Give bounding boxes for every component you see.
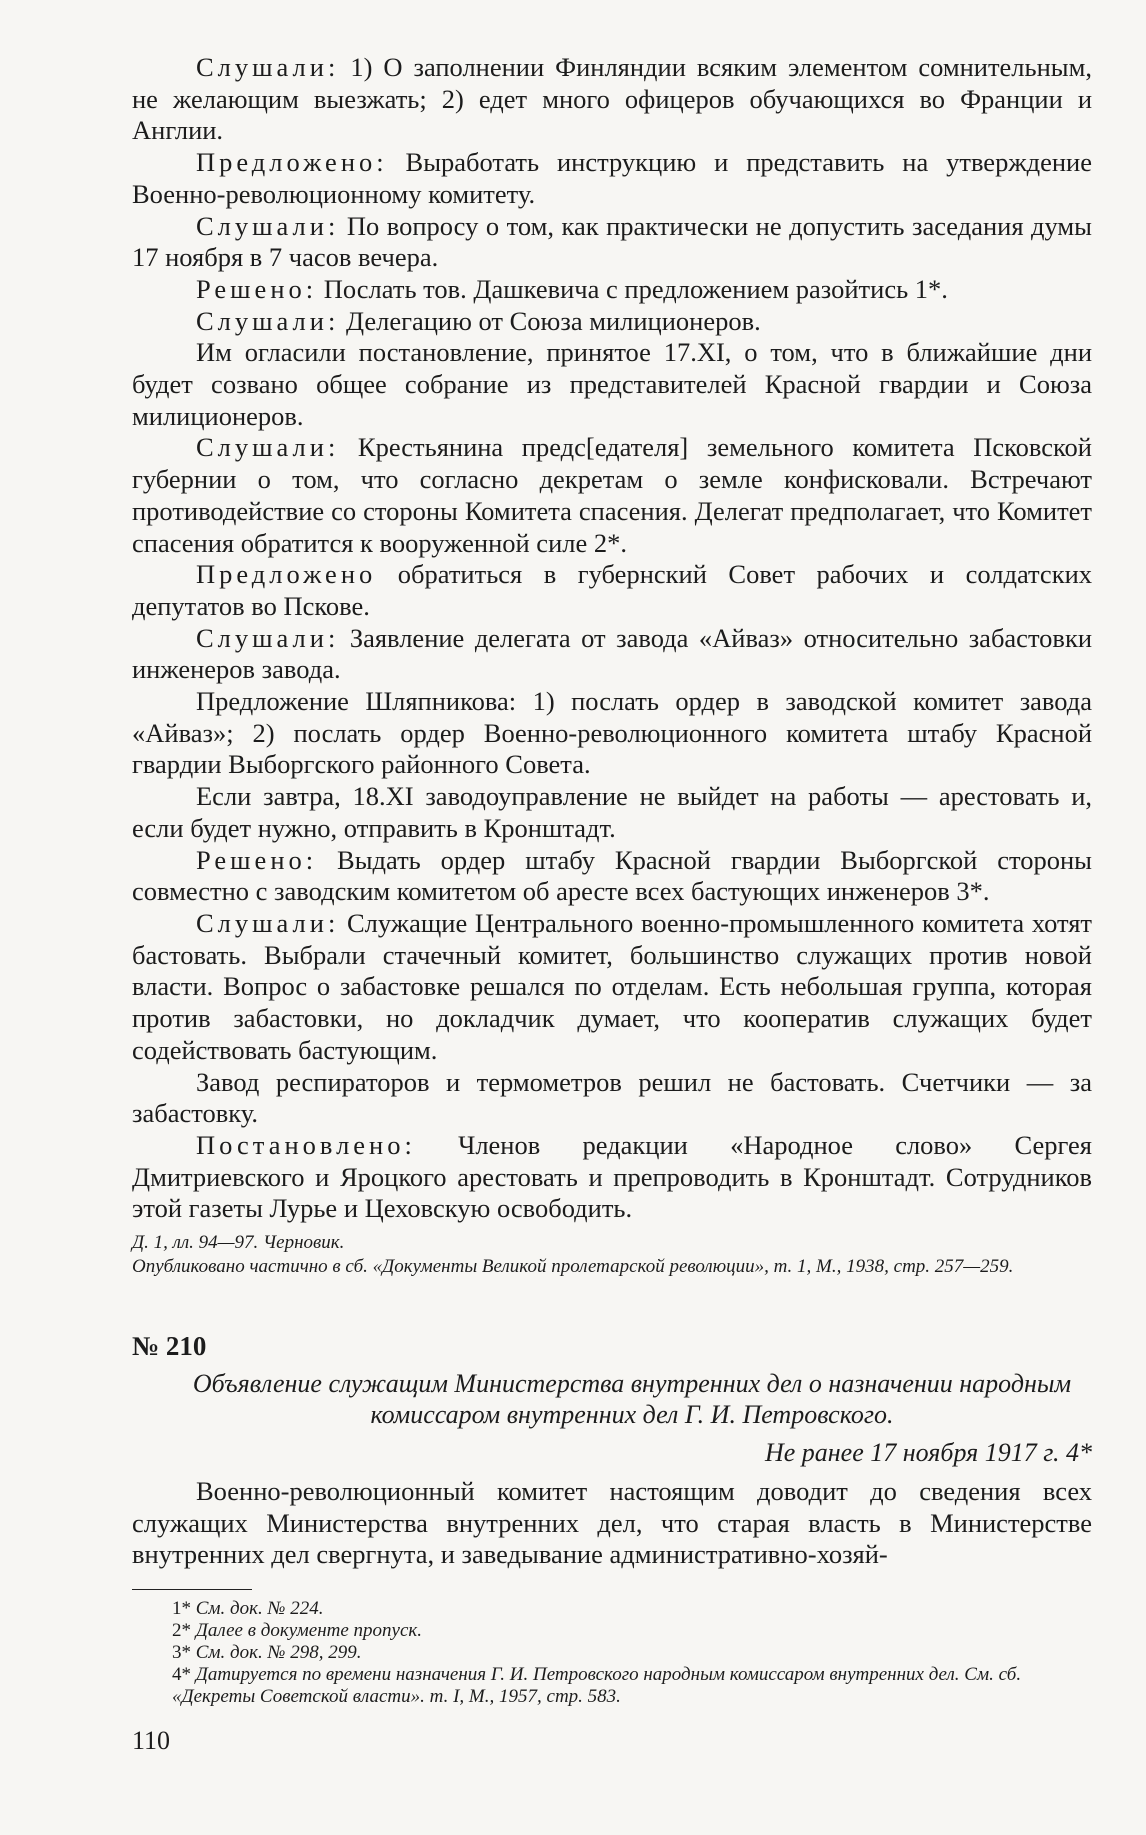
paragraph (132, 147, 1092, 210)
paragraph (132, 845, 1092, 908)
footnote-mark: 1* (172, 1598, 191, 1620)
footnote-mark: 2* (172, 1620, 191, 1642)
paragraph (132, 686, 1092, 781)
document-title: Объявление служащим Министерства внутренних дел о назначении народным комиссаром внутренних дел Г. И. Петровского. (192, 1369, 1072, 1430)
paragraph-text: Если завтра, 18.XI заводоуправление не выйдет на работы — арестовать и, если будет нужно, отправить в Кронштадт. (132, 781, 1092, 843)
paragraph (132, 1130, 1092, 1225)
paragraph-heading: Слушали: (196, 52, 340, 82)
paragraph (132, 52, 1092, 147)
paragraph-text: По вопросу о том, как практически не допустить заседания думы 17 ноября в 7 часов вечера. (132, 210, 1092, 273)
footnotes (132, 1598, 1092, 1708)
paragraph-text: Членов редакции «Народное слово» Сергея Дмитриевского и Яроцкого арестовать и препроводить в Кронштадт. Сотрудников этой газеты Лурье и Цеховскую освободить. (132, 1129, 1092, 1224)
paragraph-text: Делегацию от Союза милиционеров. (339, 305, 761, 336)
footnote-text: Далее в документе пропуск. (195, 1620, 423, 1642)
footnote (132, 1598, 1092, 1620)
paragraph-heading: Слушали: (196, 432, 340, 463)
paragraph-text: Предложение Шляпникова: 1) послать ордер в заводской комитет завода «Айваз»; 2) послать ордер Военно-революционного комитета штабу Красной гвардии Выборгского районного Совета. (132, 686, 1092, 780)
paragraph (132, 781, 1092, 844)
paragraph (132, 337, 1092, 432)
paragraph-text: Крестьянина предс[едателя] земельного комитета Псковской губернии о том, что согласно декретам о земле конфисковали. Встречают противодействие со стороны Комитета спасения. Делегат предполагает, что Комитет спасения обратится к вооруженной силе 2*. (132, 432, 1092, 558)
paragraph-heading: Предложено: (196, 147, 388, 178)
paragraph (132, 559, 1092, 622)
paragraph-text: Заявление делегата от завода «Айваз» относительно забастовки инженеров завода. (132, 622, 1092, 685)
paragraph (132, 274, 1092, 306)
paragraph (132, 908, 1092, 1067)
page-number: 110 (132, 1726, 171, 1756)
footnote (132, 1664, 1092, 1708)
paragraph-heading: Слушали: (196, 622, 340, 653)
footnote-text: Датируется по времени назначения Г. И. Петровского народным комиссаром внутренних дел. См. сб. «Декреты Советской власти». т. I, М., 1957, стр. 583. (172, 1664, 1022, 1708)
paragraph (132, 432, 1092, 559)
footnote-divider (132, 1589, 252, 1590)
paragraph-heading: Слушали: (196, 305, 340, 336)
footnote-text: См. док. № 298, 299. (195, 1642, 362, 1664)
page (132, 52, 1092, 1756)
paragraph-text: Выработать инструкцию и представить на утверждение Военно-революционному комитету. (132, 147, 1092, 209)
paragraph (132, 623, 1092, 686)
paragraph-heading: Предложено (196, 559, 377, 590)
footnote (132, 1642, 1092, 1664)
paragraph-text: Выдать ордер штабу Красной гвардии Выборгской стороны совместно с заводским комитетом об аресте всех бастующих инженеров 3*. (132, 844, 1092, 907)
paragraph-heading: Решено: (196, 844, 318, 875)
footnote-text: См. док. № 224. (195, 1598, 324, 1620)
minutes-body (132, 52, 1092, 1225)
paragraph-heading: Постановлено: (196, 1129, 416, 1160)
paragraph (132, 211, 1092, 274)
paragraph-heading: Слушали: (196, 210, 340, 241)
document-date: Не ранее 17 ноября 1917 г. 4* (764, 1438, 1092, 1468)
paragraph-text: обратиться в губернский Совет рабочих и солдатских депутатов во Пскове. (132, 559, 1092, 621)
paragraph-heading: Решено: (196, 273, 318, 304)
paragraph (132, 1067, 1092, 1130)
document-210 (132, 1331, 1092, 1571)
document-body: Военно-революционный комитет настоящим доводит до сведения всех служащих Министерства внутренних дел, что старая власть в Министерстве внутренних дел свергнута, и заведывание административно-хозяй- (132, 1476, 1092, 1570)
paragraph-heading: Слушали: (196, 907, 340, 938)
paragraph-text: Послать тов. Дашкевича с предложением разойтись 1*. (317, 273, 948, 304)
paragraph-text: Завод респираторов и термометров решил не бастовать. Счетчики — за забастовку. (132, 1066, 1092, 1129)
paragraph-text: Служащие Центрального военно-промышленного комитета хотят бастовать. Выбрали стачечный комитет, большинство служащих против новой власти. Вопрос о забастовке решался по отделам. Есть небольшая группа, которая против забастовки, но докладчик думает, что кооператив служащих будет содействовать бастующим. (132, 907, 1092, 1065)
document-number: № 210 (132, 1331, 207, 1362)
paragraph-text: 1) О заполнении Финляндии всяким элементом сомнительным, не желающим выезжать; 2) едет много офицеров обучающихся во Франции и Англии. (132, 52, 1092, 146)
publication-line: Опубликовано частично в сб. «Документы Великой пролетарской революции», т. 1, М., 1938, стр. 257—259. (132, 1256, 1014, 1278)
source-note (132, 1231, 1092, 1279)
footnote-mark: 4* (172, 1664, 191, 1686)
footnote (132, 1620, 1092, 1642)
paragraph-text: Им огласили постановление, принятое 17.XI, о том, что в ближайшие дни будет созвано общее собрание из представителей Красной гвардии и Союза милиционеров. (132, 337, 1092, 431)
source-line: Д. 1, лл. 94—97. Черновик. (132, 1232, 345, 1254)
paragraph (132, 306, 1092, 338)
footnote-mark: 3* (172, 1642, 191, 1664)
